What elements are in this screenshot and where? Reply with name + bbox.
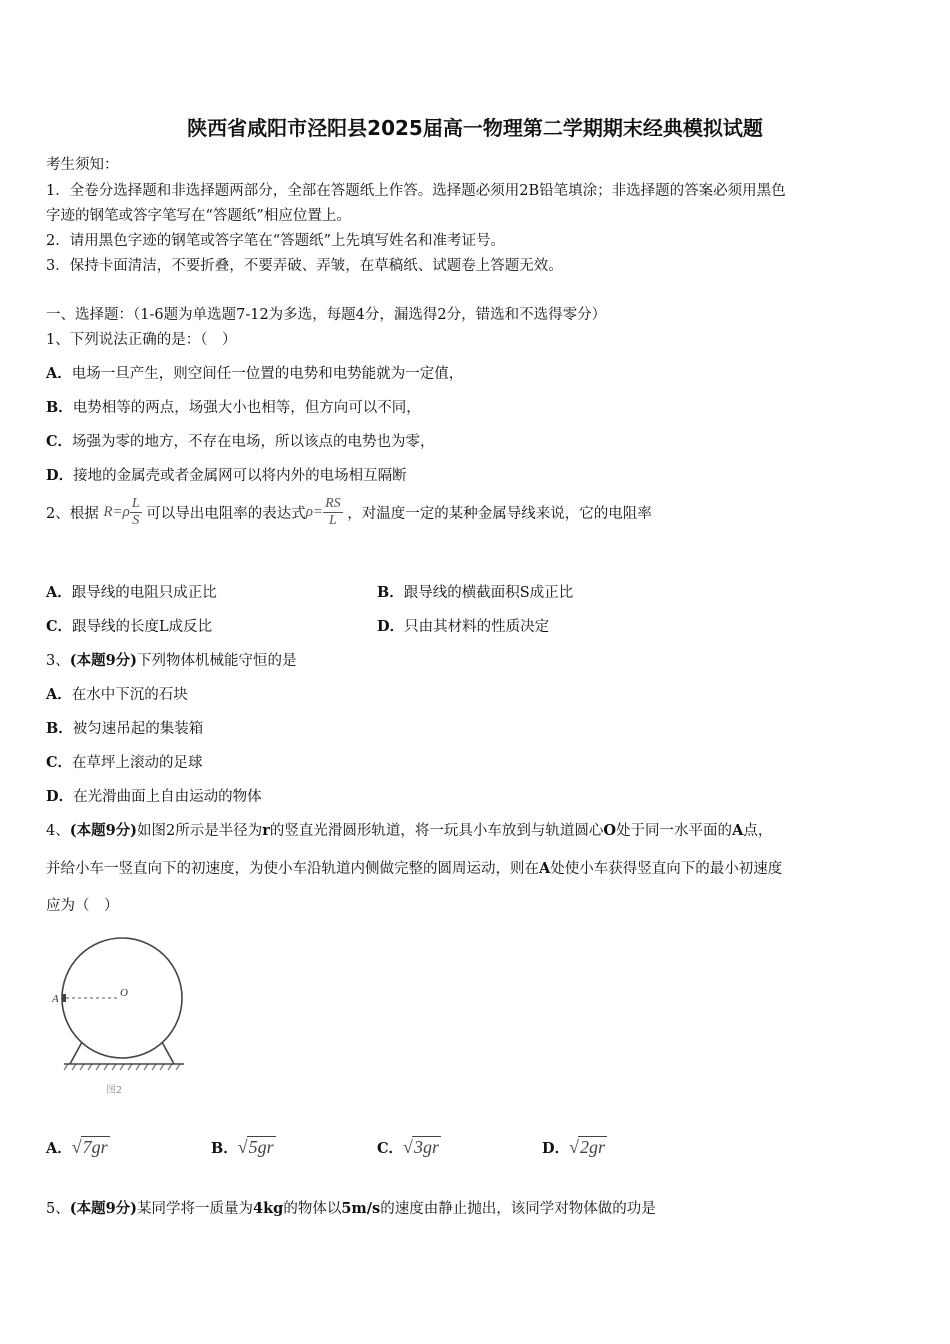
q1-option-c-label: C． <box>46 433 73 450</box>
q2-option-b <box>377 581 573 602</box>
q3-option-c-text: 在草坪上滚动的足球 <box>72 755 203 771</box>
q1-option-d <box>46 464 407 485</box>
q2-formula1-den: S <box>132 513 140 529</box>
q2-stem <box>46 496 652 529</box>
q1-option-a-text: 电场一旦产生，则空间任一位置的电势和电势能就为一定值， <box>71 366 464 382</box>
q3-option-b-text: 被匀速吊起的集装箱 <box>72 721 204 737</box>
q4-stem-line-1 <box>46 819 772 840</box>
q1-option-a-label: A． <box>46 365 72 382</box>
q3-option-a-text: 在水中下沉的石块 <box>71 687 188 703</box>
figure-caption: 图2 <box>106 1085 123 1096</box>
q2-suffix: ，对温度一定的某种金属导线来说，它的电阻率 <box>347 506 652 523</box>
q4-stem-line-2 <box>46 857 782 878</box>
q4-stem-a1: 如图2所示是半径为 <box>137 823 263 839</box>
q3-option-d-label: D． <box>46 788 74 805</box>
q4-option-d-math: √2gr <box>569 1137 605 1157</box>
q1-option-d-text: 接地的金属壳或者金属网可以将内外的电场相互隔断 <box>73 468 407 484</box>
q4-option-c-label: C． <box>377 1140 404 1157</box>
notice-item-1a: 1．全卷分选择题和非选择题两部分，全部在答题纸上作答。选择题必须用2B铅笔填涂；非选择题的答案必须用黑色 <box>46 183 786 199</box>
q3-option-c <box>46 751 203 772</box>
q4-option-a-radicand: 7gr <box>82 1137 108 1157</box>
q1-option-a <box>46 362 463 383</box>
q5-stem-3: 的速度由静止抛出，该同学对物体做的功是 <box>380 1201 656 1217</box>
q3-option-b <box>46 717 203 738</box>
q1-option-c <box>46 430 435 451</box>
q3-option-a <box>46 683 188 704</box>
q2-option-c <box>46 615 212 636</box>
q2-option-d-label: D． <box>377 618 405 635</box>
q5-stem-1: 某同学将一质量为 <box>137 1201 254 1217</box>
q3-option-d <box>46 785 262 806</box>
q4-option-a <box>46 1136 110 1158</box>
q4-option-b-math: √5gr <box>237 1137 274 1157</box>
q4-stem-line-3: 应为（ ） <box>46 898 119 914</box>
q2-formula1-lhs: R=ρ <box>103 504 130 521</box>
q4-option-b-radicand: 5gr <box>248 1137 274 1157</box>
q3-option-c-label: C． <box>46 754 73 771</box>
q1-option-b-label: B． <box>46 399 73 416</box>
q2-formula1-num: L <box>130 496 142 513</box>
right-support <box>162 1042 174 1064</box>
notice-item-2: 2．请用黑色字迹的钢笔或答字笔在“答题纸”上先填写姓名和准考证号。 <box>46 233 506 249</box>
q5-stem <box>46 1197 656 1218</box>
q4-figure-circular-track <box>46 930 196 1100</box>
q2-option-b-label: B． <box>377 584 404 601</box>
q4-option-a-label: A． <box>46 1140 72 1157</box>
q3-option-a-label: A． <box>46 686 72 703</box>
notice-item-3: 3．保持卡面清洁，不要折叠，不要弄破、弄皱，在草稿纸、试题卷上答题无效。 <box>46 258 563 274</box>
q5-stem-2: 的物体以 <box>283 1201 342 1217</box>
q4-stem-b1: 并给小车一竖直向下的初速度，为使小车沿轨道内侧做完整的圆周运动，则在 <box>46 861 539 877</box>
q4-option-d-label: D． <box>542 1140 570 1157</box>
q2-option-a-text: 跟导线的电阻只成正比 <box>71 585 217 601</box>
left-support <box>70 1042 82 1064</box>
q4-var-a2: A <box>539 860 551 877</box>
q1-option-d-label: D． <box>46 467 74 484</box>
q2-option-a <box>46 581 217 602</box>
q2-formula2-lhs: ρ= <box>305 504 324 521</box>
notice-heading: 考生须知： <box>46 157 119 173</box>
q4-score: (本题9分) <box>69 822 138 839</box>
q1-stem: 1、下列说法正确的是：（ ） <box>46 332 237 348</box>
q4-number: 4、 <box>46 823 70 839</box>
q4-option-b-label: B． <box>211 1140 238 1157</box>
q2-option-d <box>377 615 549 636</box>
center-o-label: O <box>120 987 128 999</box>
q2-formula2-fraction <box>323 496 343 529</box>
section-heading: 一、选择题：（1-6题为单选题7-12为多选，每题4分，漏选得2分，错选和不选得零分） <box>46 307 607 323</box>
q2-option-c-text: 跟导线的长度L成反比 <box>72 619 213 635</box>
q2-formula1-fraction <box>130 496 142 529</box>
toy-car <box>62 994 66 1002</box>
q2-formula2-num: RS <box>323 496 343 513</box>
q4-var-a: A <box>732 822 744 839</box>
q2-option-d-text: 只由其材料的性质决定 <box>404 619 550 635</box>
ground-hatching <box>64 1064 180 1070</box>
q5-score: (本题9分) <box>69 1200 138 1217</box>
q3-option-d-text: 在光滑曲面上自由运动的物体 <box>73 789 262 805</box>
q1-option-b <box>46 396 421 417</box>
q4-stem-a2: 的竖直光滑圆形轨道，将一玩具小车放到与轨道圆心 <box>269 823 604 839</box>
q2-mid: 可以导出电阻率的表达式 <box>146 506 306 523</box>
q4-option-a-math: √7gr <box>71 1137 108 1157</box>
q3-option-b-label: B． <box>46 720 73 737</box>
q4-var-r: r <box>262 822 270 839</box>
q4-var-o: O <box>603 822 617 839</box>
q3-stem <box>46 649 297 670</box>
q4-option-c-radicand: 3gr <box>413 1137 439 1157</box>
q4-option-b <box>211 1136 276 1158</box>
notice-item-1b: 字迹的钢笔或答字笔写在“答题纸”相应位置上。 <box>46 208 351 224</box>
q4-option-c <box>377 1136 441 1158</box>
q3-number: 3、 <box>46 653 70 669</box>
q3-text: 下列物体机械能守恒的是 <box>137 653 297 669</box>
exam-title: 陕西省咸阳市泾阳县2025届高一物理第二学期期末经典模拟试题 <box>187 116 763 140</box>
q5-speed: 5m/s <box>341 1200 381 1217</box>
q2-option-c-label: C． <box>46 618 73 635</box>
q3-score: (本题9分) <box>69 652 138 669</box>
q2-option-a-label: A． <box>46 584 72 601</box>
q4-option-d-radicand: 2gr <box>579 1137 605 1157</box>
q2-option-b-text: 跟导线的横截面积S成正比 <box>403 585 574 601</box>
q4-stem-a4: 点， <box>743 823 773 839</box>
q4-stem-a3: 处于同一水平面的 <box>616 823 733 839</box>
q1-option-c-text: 场强为零的地方，不存在电场，所以该点的电势也为零， <box>72 434 435 450</box>
q1-option-b-text: 电势相等的两点，场强大小也相等，但方向可以不同， <box>72 400 421 416</box>
q5-number: 5、 <box>46 1201 70 1217</box>
q4-option-d <box>542 1136 607 1158</box>
q5-mass: 4kg <box>253 1200 284 1217</box>
q4-option-c-math: √3gr <box>403 1137 439 1157</box>
q2-formula2-den: L <box>328 513 337 529</box>
q2-prefix: 2、根据 <box>46 506 99 523</box>
q4-stem-b3: 处使小车获得竖直向下的最小初速度 <box>550 861 783 877</box>
point-a-label: A <box>52 993 59 1005</box>
